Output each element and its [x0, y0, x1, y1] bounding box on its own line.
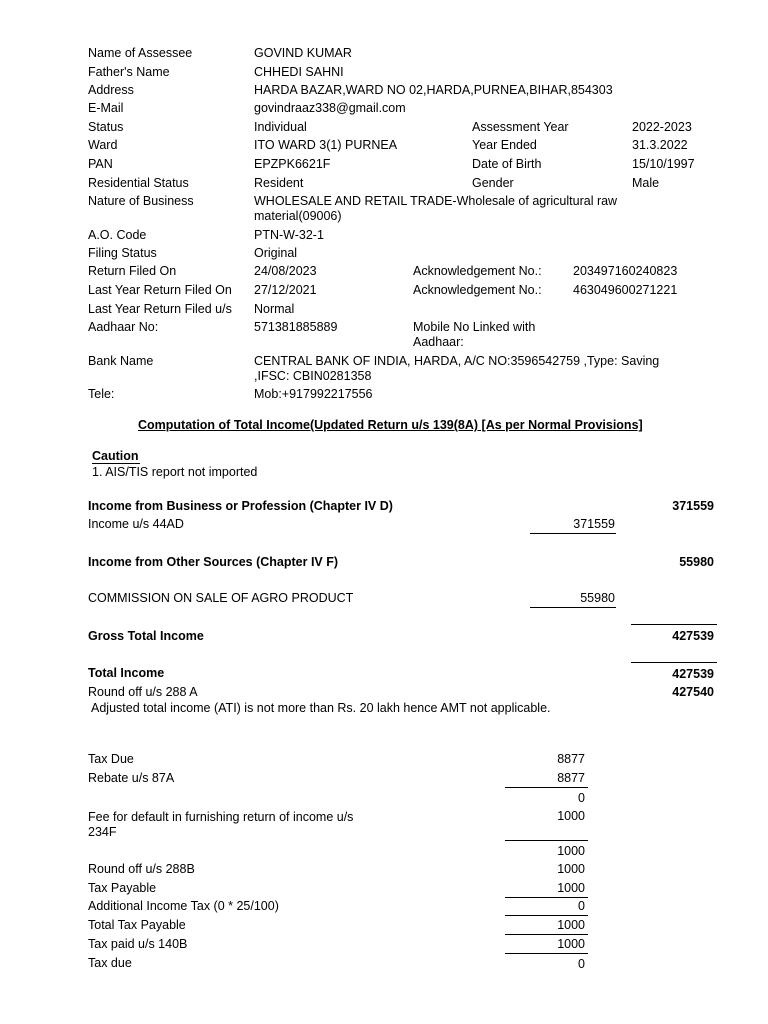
label-email: E-Mail [88, 101, 124, 115]
label-last-year-filed: Last Year Return Filed On [88, 283, 232, 297]
value-tele: Mob:+917992217556 [254, 387, 373, 401]
value-email: govindraaz338@gmail.com [254, 101, 406, 115]
label-gender: Gender [472, 176, 514, 190]
total-tax-payable-rule [505, 934, 588, 935]
value-bank: CENTRAL BANK OF INDIA, HARDA, A/C NO:3596542759 ,Type: Saving ,IFSC: CBIN0281358 [254, 354, 660, 383]
value-dob: 15/10/1997 [632, 157, 695, 171]
after-rebate-value: 0 [578, 791, 585, 805]
other-sources-line-label: COMMISSION ON SALE OF AGRO PRODUCT [88, 591, 354, 605]
tax-paid-140b-value: 1000 [557, 937, 585, 951]
additional-tax-rule [505, 915, 588, 916]
tax-paid-rule [505, 953, 588, 954]
label-father: Father's Name [88, 65, 170, 79]
business-heading: Income from Business or Profession (Chapter IV D) [88, 499, 393, 513]
other-sources-line-value: 55980 [580, 591, 615, 605]
caution-heading: Caution [92, 449, 139, 463]
value-nature: WHOLESALE AND RETAIL TRADE-Wholesale of agricultural raw material(09006) [254, 194, 618, 223]
tax-payable-value: 1000 [557, 881, 585, 895]
value-ao-code: PTN-W-32-1 [254, 228, 324, 242]
value-status: Individual [254, 120, 307, 134]
tax-due-final-label: Tax due [88, 956, 132, 970]
value-name: GOVIND KUMAR [254, 46, 352, 60]
total-tax-payable-label: Total Tax Payable [88, 918, 186, 932]
value-ack-current: 203497160240823 [573, 264, 678, 278]
value-gender: Male [632, 176, 660, 190]
round-off-288b-label: Round off u/s 288B [88, 862, 195, 876]
label-pan: PAN [88, 157, 113, 171]
label-ao-code: A.O. Code [88, 228, 147, 242]
label-tele: Tele: [88, 387, 115, 401]
rebate-label: Rebate u/s 87A [88, 771, 175, 785]
value-father: CHHEDI SAHNI [254, 65, 344, 79]
gross-total-label: Gross Total Income [88, 629, 204, 643]
total-income-label: Total Income [88, 666, 165, 680]
label-ward: Ward [88, 138, 118, 152]
rebate-rule [505, 787, 588, 788]
amt-note: Adjusted total income (ATI) is not more than Rs. 20 lakh hence AMT not applicable. [91, 701, 551, 715]
value-assessment-year: 2022-2023 [632, 120, 692, 134]
fee-rule [505, 840, 588, 841]
other-sources-total: 55980 [679, 555, 714, 569]
label-name: Name of Assessee [88, 46, 193, 60]
value-filing-status: Original [254, 246, 298, 260]
value-aadhaar: 571381885889 [254, 320, 338, 334]
tax-due-label: Tax Due [88, 752, 134, 766]
label-address: Address [88, 83, 134, 97]
round-off-288a-value: 427540 [672, 685, 714, 699]
label-return-filed: Return Filed On [88, 264, 177, 278]
other-sources-heading: Income from Other Sources (Chapter IV F) [88, 555, 339, 569]
label-ack-last: Acknowledgement No.: [413, 283, 542, 297]
additional-tax-value: 0 [578, 899, 585, 913]
round-off-288b-value: 1000 [557, 862, 585, 876]
value-return-filed: 24/08/2023 [254, 264, 317, 278]
tax-due-value: 8877 [557, 752, 585, 766]
label-dob: Date of Birth [472, 157, 542, 171]
fee-234f-label: Fee for default in furnishing return of income u/s 234F [88, 810, 354, 839]
business-line-label: Income u/s 44AD [88, 517, 184, 531]
gross-total-rule [631, 624, 717, 625]
other-sources-line-rule [530, 607, 616, 608]
business-line-value: 371559 [573, 517, 615, 531]
rebate-value: 8877 [557, 771, 585, 785]
label-aadhaar: Aadhaar No: [88, 320, 159, 334]
tax-due-final-value: 0 [578, 957, 585, 971]
tax-paid-140b-label: Tax paid u/s 140B [88, 937, 188, 951]
business-line-rule [530, 533, 616, 534]
tax-payable-label: Tax Payable [88, 881, 157, 895]
fee-234f-value: 1000 [557, 809, 585, 823]
label-mobile-aadhaar: Mobile No Linked with Aadhaar: [413, 320, 536, 349]
label-status: Status [88, 120, 124, 134]
subtotal-value: 1000 [557, 844, 585, 858]
gross-total-value: 427539 [672, 629, 714, 643]
value-ack-last: 463049600271221 [573, 283, 678, 297]
page-title: Computation of Total Income(Updated Return u/s 139(8A) [As per Normal Provisions] [138, 418, 643, 432]
label-nature: Nature of Business [88, 194, 194, 208]
caution-underline [92, 463, 140, 464]
value-pan: EPZPK6621F [254, 157, 331, 171]
business-total: 371559 [672, 499, 714, 513]
label-last-year-us: Last Year Return Filed u/s [88, 302, 232, 316]
value-ward: ITO WARD 3(1) PURNEA [254, 138, 398, 152]
value-last-year-us: Normal [254, 302, 295, 316]
caution-item: 1. AIS/TIS report not imported [92, 465, 258, 479]
value-year-ended: 31.3.2022 [632, 138, 688, 152]
label-ack-current: Acknowledgement No.: [413, 264, 542, 278]
total-tax-payable-value: 1000 [557, 918, 585, 932]
value-last-year-filed: 27/12/2021 [254, 283, 317, 297]
round-off-288a-label: Round off u/s 288 A [88, 685, 198, 699]
value-residential: Resident [254, 176, 304, 190]
value-address: HARDA BAZAR,WARD NO 02,HARDA,PURNEA,BIHAR,854303 [254, 83, 613, 97]
total-income-rule [631, 662, 717, 663]
total-income-value: 427539 [672, 667, 714, 681]
additional-tax-label: Additional Income Tax (0 * 25/100) [88, 899, 279, 913]
tax-payable-rule [505, 897, 588, 898]
label-bank: Bank Name [88, 354, 154, 368]
label-filing-status: Filing Status [88, 246, 157, 260]
label-residential: Residential Status [88, 176, 189, 190]
label-year-ended: Year Ended [472, 138, 537, 152]
label-assessment-year: Assessment Year [472, 120, 569, 134]
